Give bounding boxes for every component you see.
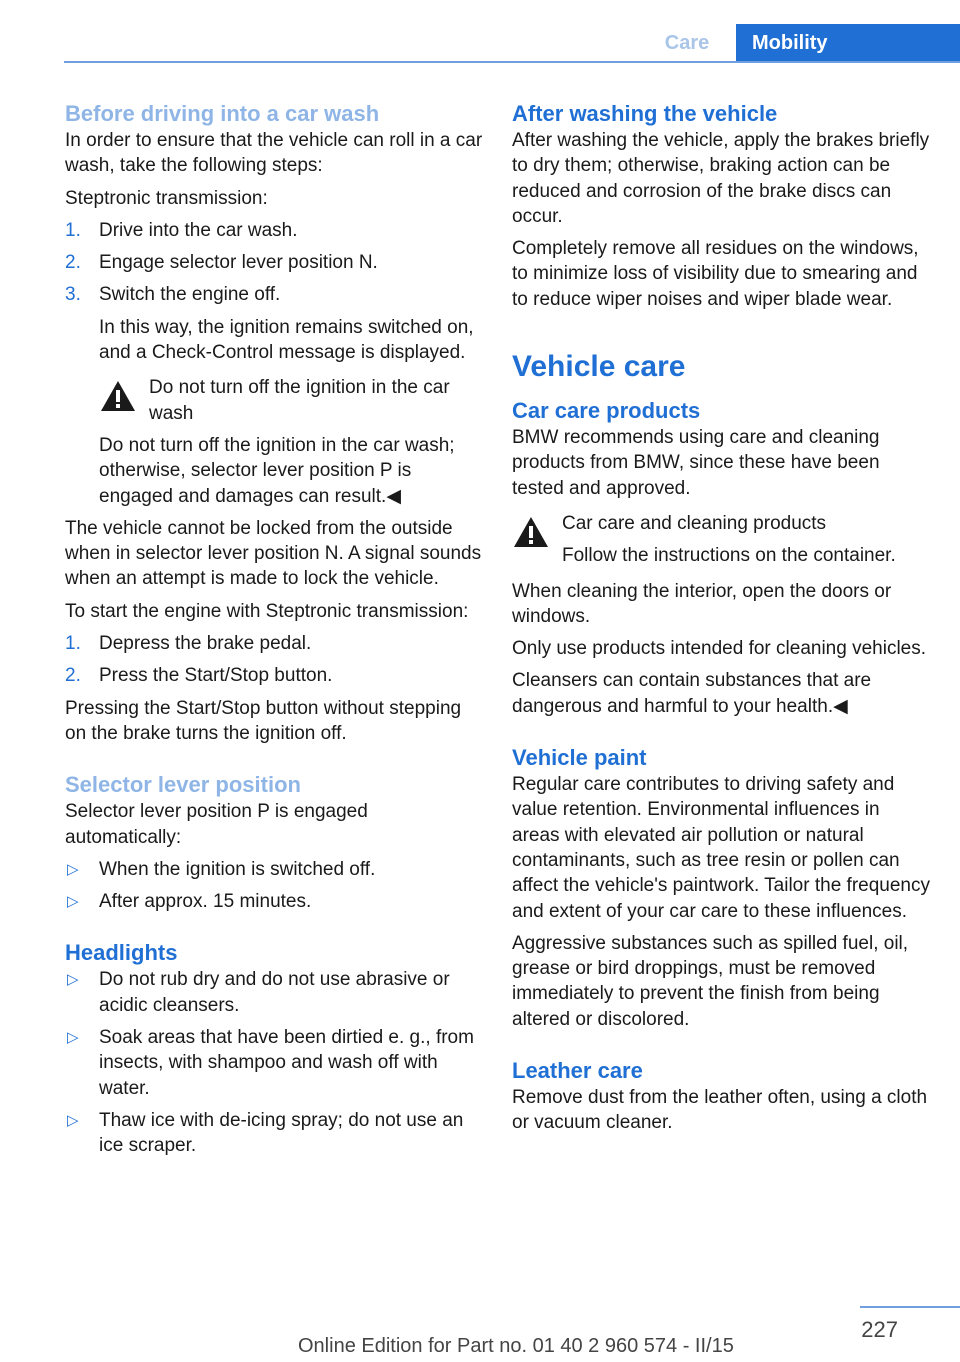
tab-mobility[interactable]: Mobility: [736, 24, 960, 62]
products-p2: When cleaning the interior, open the doors or windows.: [512, 580, 892, 627]
start-steps: [65, 631, 485, 689]
carwash-steps: [65, 218, 485, 509]
vehicle-paint-heading: Vehicle paint: [512, 745, 647, 771]
list-item: [65, 631, 485, 656]
triangle-bullet-icon: ▷: [67, 1111, 79, 1129]
header-tabs: [638, 24, 960, 62]
headlights-heading: Headlights: [65, 940, 178, 966]
step-number: 1.: [65, 633, 81, 655]
list-item: [65, 663, 485, 688]
list-item: [65, 218, 485, 243]
carwash-intro: In order to ensure that the vehicle can roll in a car wash, take the following steps:: [65, 130, 483, 177]
edition-line: Online Edition for Part no. 01 40 2 960 574 - II/15: [298, 1335, 734, 1357]
selector-heading: Selector lever position: [65, 772, 301, 798]
step-text: Depress the brake pedal.: [99, 633, 312, 655]
list-item: ▷ After approx. 15 minutes.: [65, 889, 485, 914]
step-text: Switch the engine off.: [99, 284, 281, 306]
products-p4: Cleansers can contain substances that are dangerous and harmful to your health.◀: [512, 670, 872, 717]
header-divider: [64, 61, 960, 63]
locked-note: The vehicle cannot be locked from the outside when in selector lever position N. A signal sounds when an attempt is made to lock the vehicle.: [65, 517, 482, 590]
step-text: Press the Start/Stop button.: [99, 665, 333, 687]
paint-p1: Regular care contributes to driving safety and value retention. Environmental influences in areas with elevated air pollution or natural contaminants, such as tree resin or pollen can affect the vehicle's paintwork. Tailor the frequency and extent of your car care to these influences.: [512, 774, 930, 922]
triangle-bullet-icon: ▷: [67, 860, 79, 878]
step3-note: In this way, the ignition remains switched on, and a Check-Control message is displayed.: [99, 316, 474, 364]
warning-title: Car care and cleaning products: [562, 512, 827, 534]
warning-icon: [512, 515, 550, 549]
carwash-heading: Before driving into a car wash: [65, 101, 380, 126]
step-number: 3.: [65, 284, 81, 306]
list-item: [65, 250, 485, 275]
vehicle-care-heading: Vehicle care: [512, 350, 686, 384]
warning-body: Do not turn off the ignition in the car wash; otherwise, selector lever position P is engaged and damages can result.◀: [99, 434, 455, 507]
leather-care-heading: Leather care: [512, 1058, 643, 1084]
after-washing-heading: After washing the vehicle: [512, 101, 778, 126]
warning-body: Follow the instructions on the container.: [562, 545, 896, 567]
step-number: 1.: [65, 219, 81, 241]
page-number: 227: [861, 1317, 898, 1342]
start-intro: To start the engine with Steptronic transmission:: [65, 600, 469, 622]
selector-list: [65, 857, 485, 915]
warning-block: [99, 375, 485, 508]
footer-divider: [860, 1306, 960, 1308]
triangle-bullet-icon: ▷: [67, 1029, 79, 1047]
step-text: Drive into the car wash.: [99, 219, 298, 241]
warning-block: [512, 511, 932, 569]
list-item: [65, 282, 485, 508]
step-number: 2.: [65, 665, 81, 687]
after-washing-p2: Completely remove all residues on the windows, to minimize loss of visibility due to smearing and to reduce wiper noises and wiper blade wear.: [512, 238, 919, 310]
products-p3: Only use products intended for cleaning vehicles.: [512, 638, 927, 660]
step-number: 2.: [65, 252, 81, 274]
after-washing-p1: After washing the vehicle, apply the brakes briefly to dry them; otherwise, braking action can be reduced and corrosion of the brake discs can occur.: [512, 130, 930, 227]
car-care-products-p: BMW recommends using care and cleaning products from BMW, since these have been tested and approved.: [512, 427, 880, 499]
triangle-bullet-icon: ▷: [67, 893, 79, 911]
start-note: Pressing the Start/Stop button without stepping on the brake turns the ignition off.: [65, 697, 462, 744]
selector-intro: Selector lever position P is engaged automatically:: [65, 801, 368, 848]
headlights-list: [65, 967, 485, 1158]
list-item: ▷ Thaw ice with de-icing spray; do not use an ice scraper.: [67, 1109, 464, 1157]
steptronic-label: Steptronic transmission:: [65, 187, 268, 209]
right-column: [512, 100, 932, 1143]
car-care-products-heading: Car care products: [512, 398, 701, 424]
paint-p2: Aggressive substances such as spilled fuel, oil, grease or bird droppings, must be removed immediately to prevent the finish from being altered or discolored.: [512, 932, 909, 1030]
triangle-bullet-icon: ▷: [67, 971, 79, 989]
left-column: [65, 100, 485, 1166]
step-text: Engage selector lever position N.: [99, 252, 378, 274]
warning-title: Do not turn off the ignition in the car wash: [149, 377, 450, 424]
tab-care[interactable]: Care: [664, 31, 710, 54]
list-item: ▷ Do not rub dry and do not use abrasive or acidic cleansers.: [67, 969, 450, 1016]
list-item: ▷ When the ignition is switched off.: [65, 857, 485, 882]
leather-care-p: Remove dust from the leather often, using a cloth or vacuum cleaner.: [512, 1087, 928, 1134]
warning-icon: [99, 379, 137, 413]
list-item: ▷ Soak areas that have been dirtied e. g., from insects, with shampoo and wash off with water.: [67, 1027, 474, 1099]
